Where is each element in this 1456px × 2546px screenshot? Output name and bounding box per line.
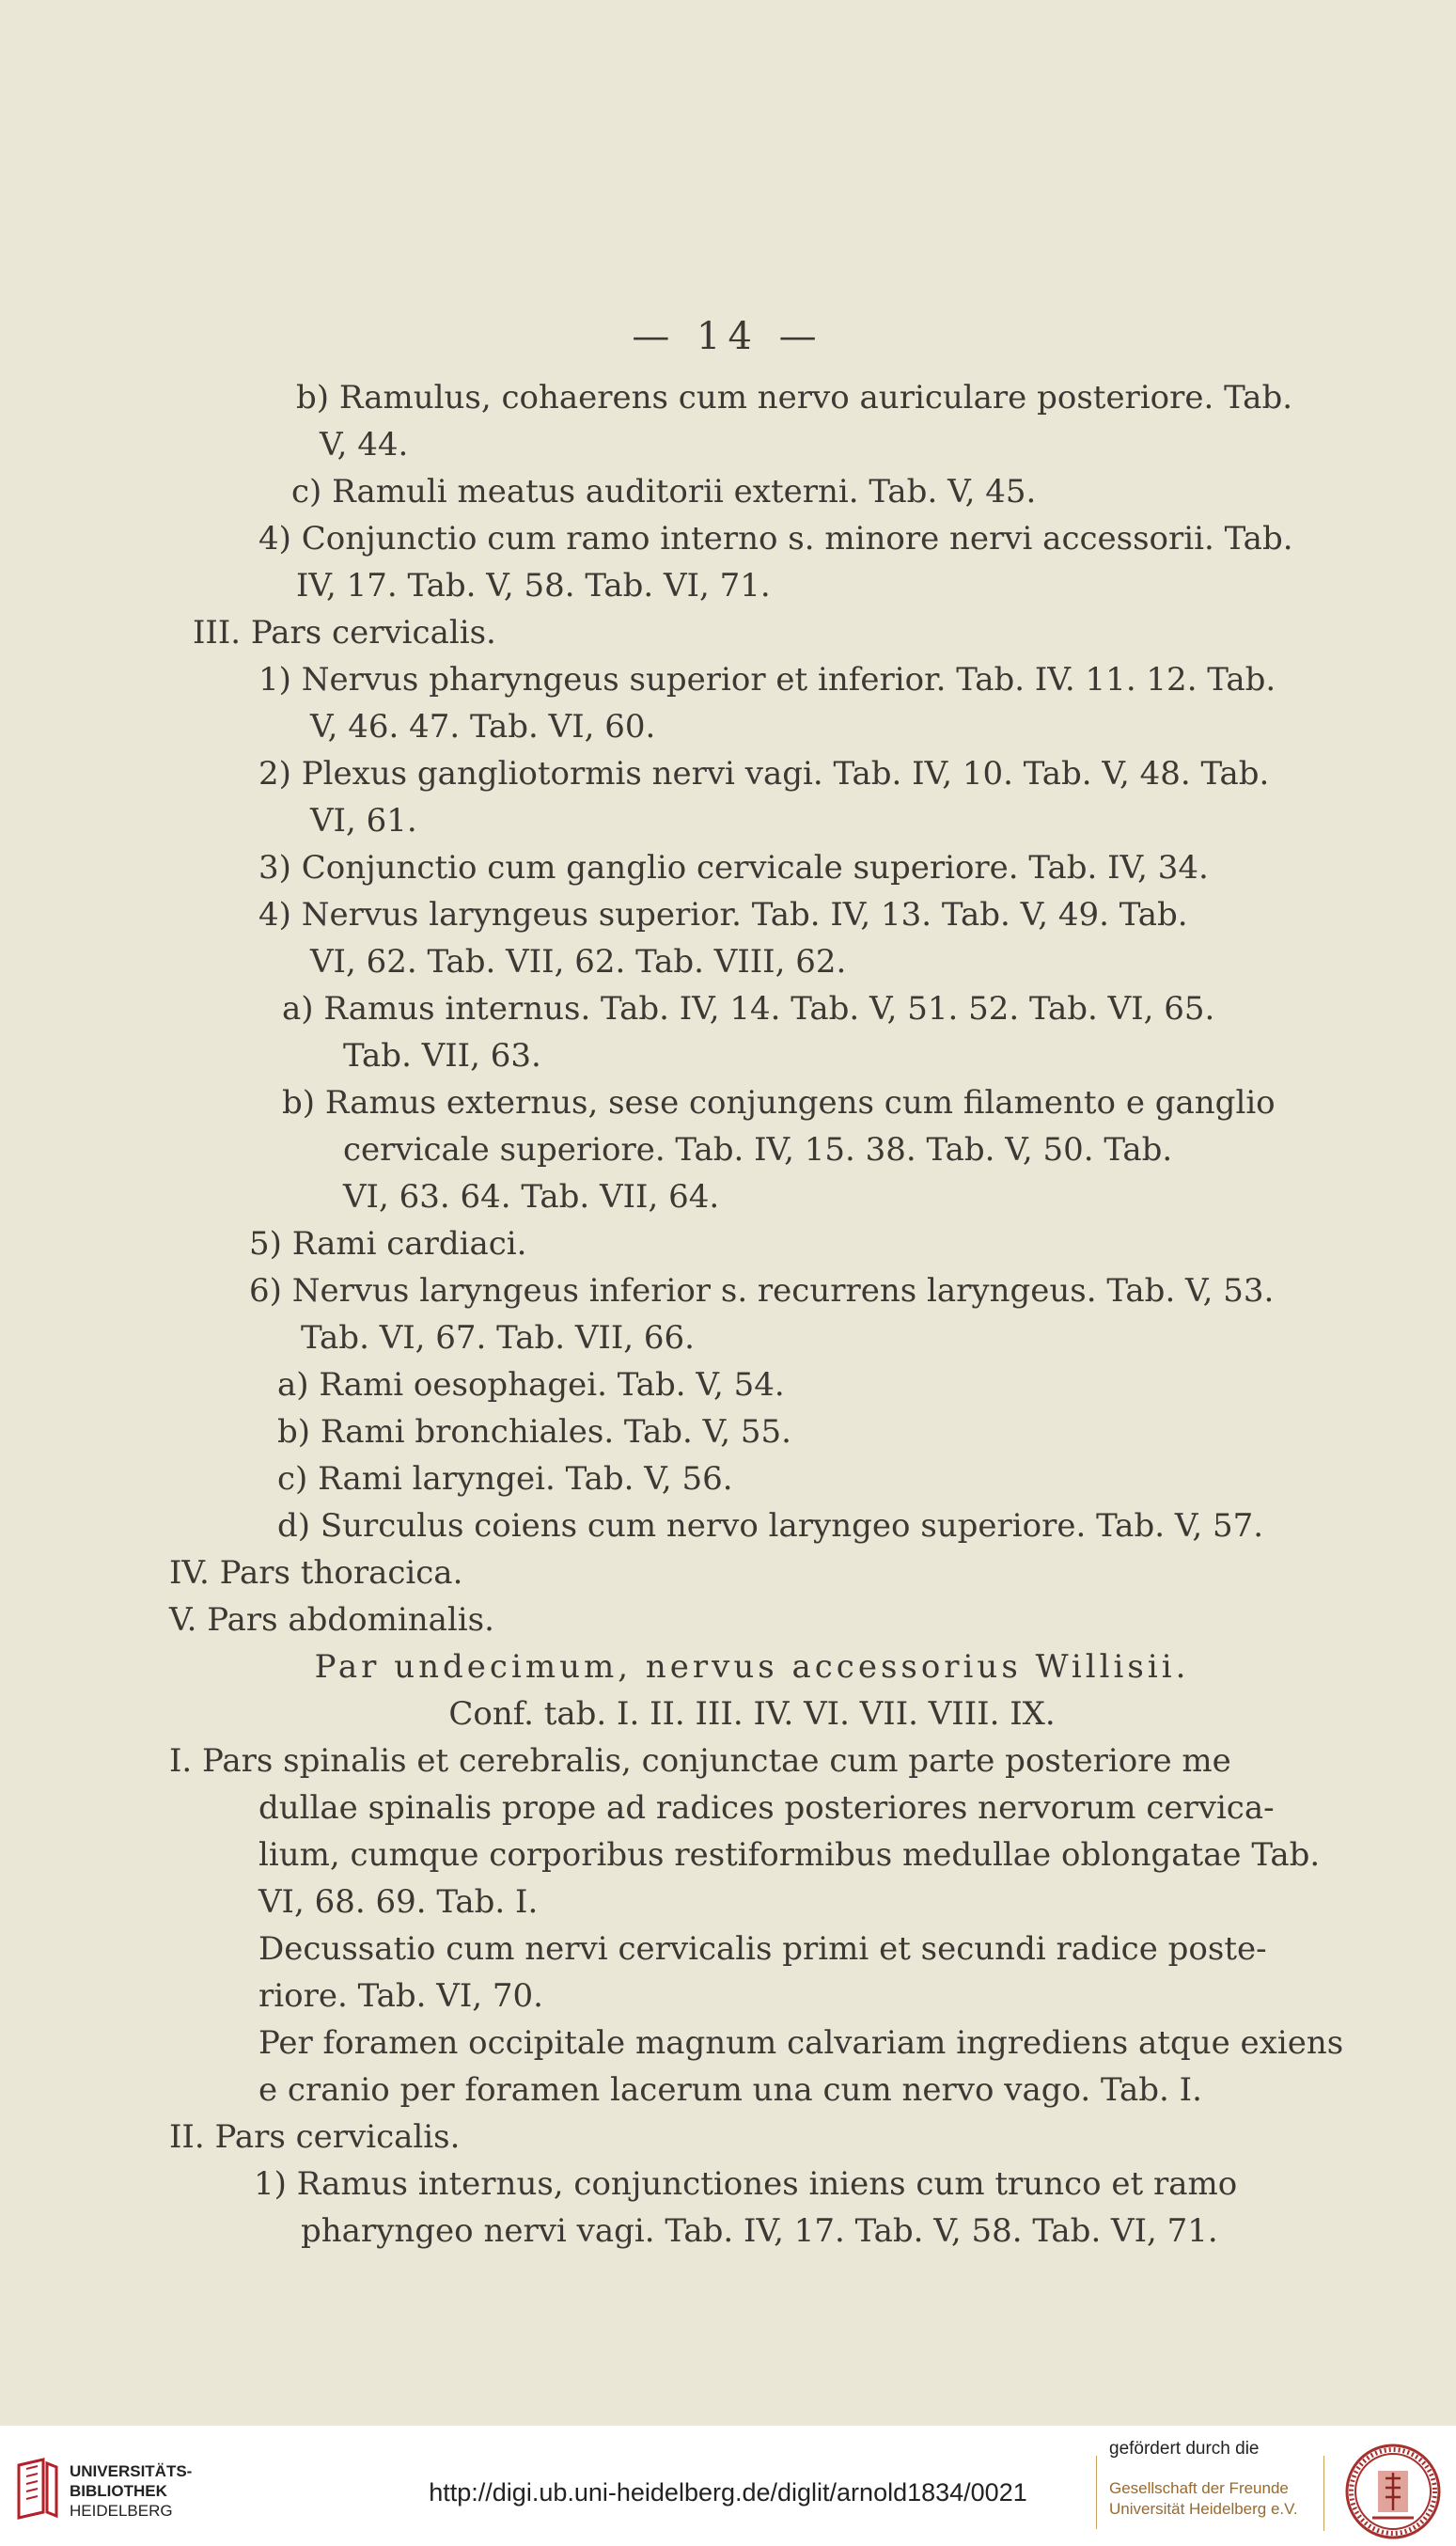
text-line: Tab. VII, 63. <box>343 1037 541 1075</box>
text-line: d) Surculus coiens cum nervo laryngeo superiore. Tab. V, 57. <box>277 1507 1264 1545</box>
text-line: lium, cumque corporibus restiformibus medullae oblongatae Tab. <box>258 1836 1321 1874</box>
permalink-url[interactable]: http://digi.ub.uni-heidelberg.de/diglit/arnold1834/0021 <box>429 2478 1027 2507</box>
divider <box>1096 2456 1097 2529</box>
divider <box>1323 2456 1324 2531</box>
text-line: riore. Tab. VI, 70. <box>258 1977 543 2015</box>
library-name-line-2: BIBLIOTHEK <box>70 2482 167 2500</box>
text-line: VI, 61. <box>310 802 417 840</box>
text-line: cervicale superiore. Tab. IV, 15. 38. Tab. V, 50. Tab. <box>343 1131 1173 1169</box>
text-line: I. Pars spinalis et cerebralis, conjunctae cum parte posteriore me <box>169 1742 1231 1780</box>
library-name-line-1: UNIVERSITÄTS- <box>70 2462 193 2480</box>
library-name-line-3: HEIDELBERG <box>70 2502 173 2520</box>
section-heading: Par undecimum, nervus accessorius Willisii. <box>314 1648 1190 1686</box>
text-line: VI, 63. 64. Tab. VII, 64. <box>343 1178 720 1216</box>
university-seal-icon <box>1344 2443 1442 2540</box>
text-line: Tab. VI, 67. Tab. VII, 66. <box>301 1319 695 1357</box>
section-subheading: Conf. tab. I. II. III. IV. VI. VII. VIII. IX. <box>448 1695 1056 1733</box>
text-line: 1) Ramus internus, conjunctiones iniens cum trunco et ramo <box>254 2165 1238 2203</box>
text-line: c) Rami laryngei. Tab. V, 56. <box>277 1460 733 1498</box>
sponsor-name <box>1109 2478 1298 2520</box>
text-line: VI, 62. Tab. VII, 62. Tab. VIII, 62. <box>310 943 847 981</box>
text-line: IV. Pars thoracica. <box>169 1554 463 1592</box>
text-line: b) Ramulus, cohaerens cum nervo auriculare posteriore. Tab. <box>296 379 1293 416</box>
text-line: 3) Conjunctio cum ganglio cervicale superiore. Tab. IV, 34. <box>258 849 1209 887</box>
text-line: b) Rami bronchiales. Tab. V, 55. <box>277 1413 791 1451</box>
text-line: V, 46. 47. Tab. VI, 60. <box>310 708 656 746</box>
text-line: V. Pars abdominalis. <box>169 1601 494 1639</box>
text-line: V, 44. <box>320 426 409 464</box>
page-number: — 14 — <box>632 315 824 358</box>
text-line: a) Rami oesophagei. Tab. V, 54. <box>277 1366 785 1404</box>
text-line: 4) Conjunctio cum ramo interno s. minore nervi accessorii. Tab. <box>258 520 1293 558</box>
text-line: b) Ramus externus, sese conjungens cum filamento e ganglio <box>282 1084 1276 1122</box>
footer <box>0 2426 1456 2546</box>
text-line: 5) Rami cardiaci. <box>249 1225 527 1263</box>
text-line: 2) Plexus gangliotormis nervi vagi. Tab. IV, 10. Tab. V, 48. Tab. <box>258 755 1270 793</box>
text-line: 4) Nervus laryngeus superior. Tab. IV, 13. Tab. V, 49. Tab. <box>258 896 1188 934</box>
sponsor-name-line-2: Universität Heidelberg e.V. <box>1109 2500 1298 2518</box>
sponsor-name-line-1: Gesellschaft der Freunde <box>1109 2479 1289 2497</box>
text-line: IV, 17. Tab. V, 58. Tab. VI, 71. <box>296 567 771 605</box>
text-line: 6) Nervus laryngeus inferior s. recurrens laryngeus. Tab. V, 53. <box>249 1272 1275 1310</box>
text-line: III. Pars cervicalis. <box>193 614 496 652</box>
text-line: Decussatio cum nervi cervicalis primi et secundi radice poste- <box>258 1930 1267 1968</box>
text-line: e cranio per foramen lacerum una cum nervo vago. Tab. I. <box>258 2071 1202 2109</box>
text-line: 1) Nervus pharyngeus superior et inferior. Tab. IV. 11. 12. Tab. <box>258 661 1276 699</box>
page-text <box>169 374 1344 2255</box>
text-line: c) Ramuli meatus auditorii externi. Tab. V, 45. <box>291 473 1037 511</box>
sponsor-label: gefördert durch die <box>1109 2439 1260 2459</box>
text-line: Per foramen occipitale magnum calvariam ingrediens atque exiens <box>258 2024 1344 2062</box>
text-line: VI, 68. 69. Tab. I. <box>258 1883 539 1921</box>
text-line: pharyngeo nervi vagi. Tab. IV, 17. Tab. V, 58. Tab. VI, 71. <box>301 2212 1218 2250</box>
text-line: dullae spinalis prope ad radices posteriores nervorum cervica- <box>258 1789 1275 1827</box>
text-line: II. Pars cervicalis. <box>169 2118 461 2156</box>
text-line: a) Ramus internus. Tab. IV, 14. Tab. V, 51. 52. Tab. VI, 65. <box>282 990 1215 1028</box>
